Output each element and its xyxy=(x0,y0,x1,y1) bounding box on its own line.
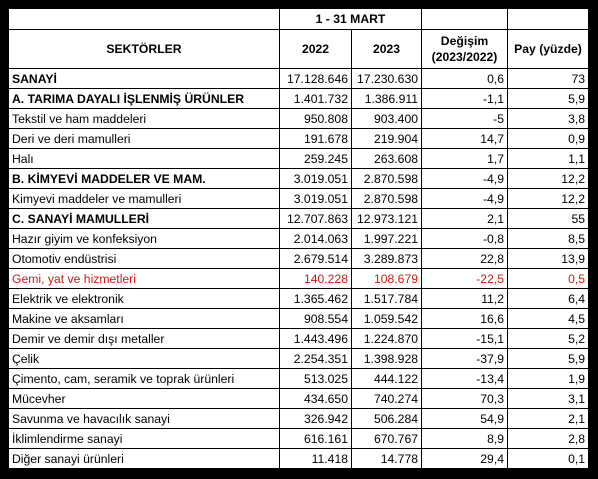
cell-share: 1,1 xyxy=(508,149,589,169)
cell-change: 11,2 xyxy=(422,289,508,309)
table-row xyxy=(9,369,589,389)
cell-share: 0,5 xyxy=(508,269,589,289)
cell-2023: 1.398.928 xyxy=(352,349,422,369)
cell-sector: A. TARIMA DAYALI İŞLENMİŞ ÜRÜNLER xyxy=(9,89,280,109)
cell-sector: Hazır giyim ve konfeksiyon xyxy=(9,229,280,249)
cell-sector: Otomotiv endüstrisi xyxy=(9,249,280,269)
cell-2022: 191.678 xyxy=(280,129,352,149)
cell-change: 14,7 xyxy=(422,129,508,149)
cell-change: -0,8 xyxy=(422,229,508,249)
cell-2022: 2.254.351 xyxy=(280,349,352,369)
header-blank-share xyxy=(508,9,589,30)
sector-export-table xyxy=(8,8,589,469)
header-blank-change xyxy=(422,9,508,30)
cell-share: 0,9 xyxy=(508,129,589,149)
cell-sector: Kimyevi maddeler ve mamulleri xyxy=(9,189,280,209)
cell-change: 1,7 xyxy=(422,149,508,169)
cell-2022: 2.679.514 xyxy=(280,249,352,269)
cell-sector: İklimlendirme sanayi xyxy=(9,429,280,449)
cell-2023: 219.904 xyxy=(352,129,422,149)
cell-sector: Çimento, cam, seramik ve toprak ürünleri xyxy=(9,369,280,389)
cell-2022: 908.554 xyxy=(280,309,352,329)
cell-sector: Diğer sanayi ürünleri xyxy=(9,449,280,469)
cell-2022: 950.808 xyxy=(280,109,352,129)
cell-2022: 12.707.863 xyxy=(280,209,352,229)
table-row xyxy=(9,409,589,429)
cell-2022: 140.228 xyxy=(280,269,352,289)
cell-share: 4,5 xyxy=(508,309,589,329)
cell-2022: 1.443.496 xyxy=(280,329,352,349)
cell-2022: 17.128.646 xyxy=(280,69,352,89)
cell-2022: 326.942 xyxy=(280,409,352,429)
cell-sector: Mücevher xyxy=(9,389,280,409)
cell-share: 2,8 xyxy=(508,429,589,449)
column-header-2022: 2022 xyxy=(280,30,352,69)
cell-2023: 1.224.870 xyxy=(352,329,422,349)
cell-2023: 2.870.598 xyxy=(352,169,422,189)
cell-share: 13,9 xyxy=(508,249,589,269)
cell-change: 54,9 xyxy=(422,409,508,429)
cell-share: 5,9 xyxy=(508,349,589,369)
cell-2022: 434.650 xyxy=(280,389,352,409)
cell-share: 73 xyxy=(508,69,589,89)
table-row xyxy=(9,249,589,269)
cell-share: 55 xyxy=(508,209,589,229)
column-header-2023: 2023 xyxy=(352,30,422,69)
column-header-share: Pay (yüzde) xyxy=(508,30,589,69)
cell-sector: C. SANAYİ MAMULLERİ xyxy=(9,209,280,229)
cell-2022: 616.161 xyxy=(280,429,352,449)
cell-change: -22,5 xyxy=(422,269,508,289)
table-row xyxy=(9,149,589,169)
cell-2022: 1.401.732 xyxy=(280,89,352,109)
cell-change: -4,9 xyxy=(422,169,508,189)
cell-2023: 670.767 xyxy=(352,429,422,449)
column-header-change xyxy=(422,30,508,69)
cell-sector: Makine ve aksamları xyxy=(9,309,280,329)
cell-sector: Elektrik ve elektronik xyxy=(9,289,280,309)
column-header-sector: SEKTÖRLER xyxy=(9,30,280,69)
cell-share: 1,9 xyxy=(508,369,589,389)
table-row xyxy=(9,89,589,109)
cell-2023: 17.230.630 xyxy=(352,69,422,89)
cell-change: -13,4 xyxy=(422,369,508,389)
cell-share: 3,8 xyxy=(508,109,589,129)
cell-sector: Demir ve demir dışı metaller xyxy=(9,329,280,349)
cell-sector: Deri ve deri mamulleri xyxy=(9,129,280,149)
cell-sector: Gemi, yat ve hizmetleri xyxy=(9,269,280,289)
cell-2023: 2.870.598 xyxy=(352,189,422,209)
change-header-line1: Değişim xyxy=(440,34,489,48)
table-row xyxy=(9,109,589,129)
cell-2022: 3.019.051 xyxy=(280,189,352,209)
table-row xyxy=(9,229,589,249)
cell-change: 29,4 xyxy=(422,449,508,469)
cell-share: 12,2 xyxy=(508,189,589,209)
cell-2022: 1.365.462 xyxy=(280,289,352,309)
cell-sector: Çelik xyxy=(9,349,280,369)
header-row-period xyxy=(9,9,589,30)
table-row xyxy=(9,389,589,409)
cell-2023: 1.997.221 xyxy=(352,229,422,249)
cell-2023: 1.059.542 xyxy=(352,309,422,329)
change-header-line2: (2023/2022) xyxy=(431,50,498,64)
cell-change: 8,9 xyxy=(422,429,508,449)
cell-sector: Tekstil ve ham maddeleri xyxy=(9,109,280,129)
cell-2022: 3.019.051 xyxy=(280,169,352,189)
cell-2023: 506.284 xyxy=(352,409,422,429)
cell-2023: 108.679 xyxy=(352,269,422,289)
table-row xyxy=(9,189,589,209)
cell-share: 6,4 xyxy=(508,289,589,309)
cell-change: -5 xyxy=(422,109,508,129)
cell-change: -1,1 xyxy=(422,89,508,109)
table-row xyxy=(9,209,589,229)
cell-2023: 444.122 xyxy=(352,369,422,389)
cell-change: 70,3 xyxy=(422,389,508,409)
table-row xyxy=(9,329,589,349)
cell-2022: 513.025 xyxy=(280,369,352,389)
cell-sector: Halı xyxy=(9,149,280,169)
table-row xyxy=(9,349,589,369)
table-row xyxy=(9,289,589,309)
cell-2022: 259.245 xyxy=(280,149,352,169)
table-row xyxy=(9,169,589,189)
cell-2023: 1.517.784 xyxy=(352,289,422,309)
table-row xyxy=(9,69,589,89)
cell-share: 3,1 xyxy=(508,389,589,409)
cell-2023: 1.386.911 xyxy=(352,89,422,109)
period-header: 1 - 31 MART xyxy=(280,9,422,30)
cell-share: 12,2 xyxy=(508,169,589,189)
cell-2023: 3.289.873 xyxy=(352,249,422,269)
cell-2022: 11.418 xyxy=(280,449,352,469)
cell-2023: 740.274 xyxy=(352,389,422,409)
cell-share: 0,1 xyxy=(508,449,589,469)
cell-change: 22,8 xyxy=(422,249,508,269)
cell-change: -15,1 xyxy=(422,329,508,349)
table-row xyxy=(9,449,589,469)
cell-2023: 14.778 xyxy=(352,449,422,469)
cell-sector: Savunma ve havacılık sanayi xyxy=(9,409,280,429)
cell-sector: B. KİMYEVİ MADDELER VE MAM. xyxy=(9,169,280,189)
table-row xyxy=(9,309,589,329)
cell-change: -37,9 xyxy=(422,349,508,369)
cell-2023: 903.400 xyxy=(352,109,422,129)
table-row xyxy=(9,429,589,449)
header-blank-left xyxy=(9,9,280,30)
cell-share: 5,2 xyxy=(508,329,589,349)
cell-change: 2,1 xyxy=(422,209,508,229)
cell-share: 8,5 xyxy=(508,229,589,249)
cell-change: 16,6 xyxy=(422,309,508,329)
header-row-columns xyxy=(9,30,589,69)
cell-2022: 2.014.063 xyxy=(280,229,352,249)
table-row xyxy=(9,269,589,289)
cell-change: 0,6 xyxy=(422,69,508,89)
cell-share: 5,9 xyxy=(508,89,589,109)
cell-2023: 263.608 xyxy=(352,149,422,169)
cell-change: -4,9 xyxy=(422,189,508,209)
cell-2023: 12.973.121 xyxy=(352,209,422,229)
cell-share: 2,1 xyxy=(508,409,589,429)
table-row xyxy=(9,129,589,149)
cell-sector: SANAYİ xyxy=(9,69,280,89)
